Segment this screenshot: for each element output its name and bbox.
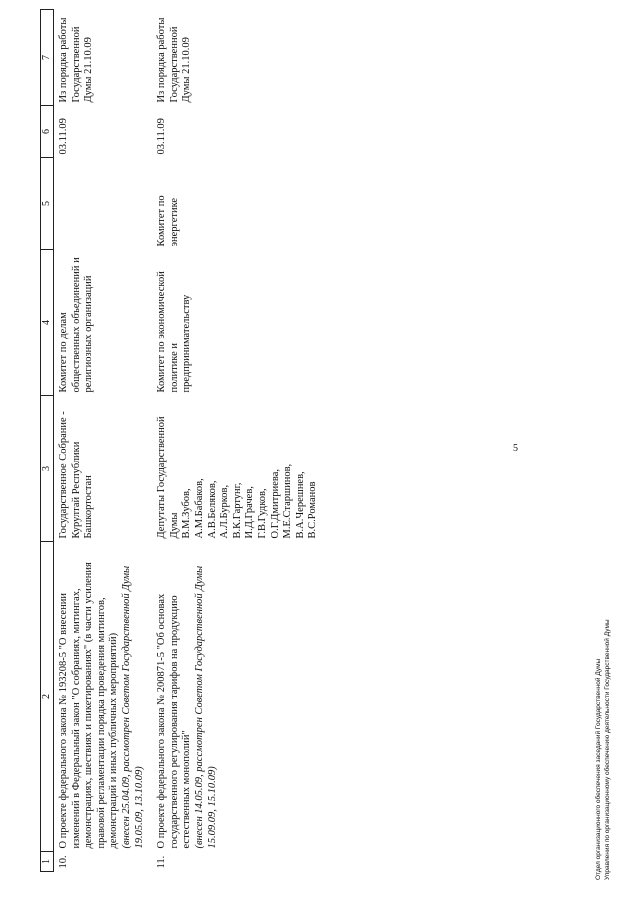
bill-title: О проекте федерального закона № 193208-5 "О внесении изменений в Федеральный закон "О собраниях, митингах, демонстрациях, шествиях и пикетированиях" (в части усиления правовой регламентации порядка проведения митингов, демонстраций и иных публичных мероприятий) — [58, 562, 120, 849]
review-date: 03.11.09 — [156, 118, 168, 155]
column-number-header — [41, 10, 54, 872]
author-line: И.Д.Грачев, — [244, 486, 256, 539]
author-line: В.К.Гартунг, — [231, 482, 243, 539]
co-committee — [54, 158, 153, 250]
author-line: Г.В.Гудков, — [256, 488, 268, 539]
responsible-committee: Комитет по экономической политике и предпринимательству — [156, 271, 193, 393]
review-date: 03.11.09 — [58, 118, 69, 155]
author-line: Государственное Собрание - Курултай Республики Башкортостан — [58, 411, 95, 539]
bill-description — [54, 542, 153, 852]
bill-title: О проекте федерального закона № 200871-5 "Об основах государственного регулирования тарифов на продукцию естественных монополий" — [156, 593, 193, 849]
bill-note: (внесен 25.04.09, рассмотрен Советом Государственной Думы 19.05.09, 13.10.09) — [120, 565, 145, 849]
row-number: 10. — [58, 855, 69, 869]
author-line: В.С.Романов — [307, 481, 319, 539]
author-line: А.М.Бабаков, — [193, 478, 205, 539]
header-col-6: 6 — [41, 106, 54, 158]
header-col-2: 2 — [41, 542, 54, 852]
source-note: Из порядка работы Государственной Думы 21.10.09 — [58, 17, 95, 103]
bills-table — [40, 9, 326, 872]
responsible-committee: Комитет по делам общественных объединений и религиозных организаций — [58, 257, 95, 393]
header-col-1: 1 — [41, 852, 54, 872]
header-col-7: 7 — [41, 10, 54, 106]
bill-description — [152, 542, 326, 852]
author-line: А.Л.Бурков, — [219, 484, 231, 539]
author-line: А.В.Беляков, — [206, 480, 218, 539]
table-row — [152, 10, 326, 872]
row-number: 11. — [156, 855, 168, 869]
footer-line-2: Управления по организационному обеспечению деятельности Государственной Думы — [603, 619, 611, 880]
author-line: О.Г.Дмитриева, — [269, 469, 281, 539]
source-note: Из порядка работы Государственной Думы 21.10.09 — [156, 17, 193, 103]
page-number: 5 — [513, 443, 518, 454]
bill-author — [54, 396, 153, 542]
footer-note — [595, 600, 613, 880]
bill-note: (внесен 14.05.09, рассмотрен Советом Государственной Думы 15.09.09, 15.10.09) — [193, 565, 218, 849]
header-col-3: 3 — [41, 396, 54, 542]
table-row — [54, 10, 153, 872]
author-line: Депутаты Государственной Думы — [156, 416, 180, 539]
document-table-wrapper — [40, 10, 440, 872]
footer-line-1: Отдел организационного обеспечения заседаний Государственной Думы — [595, 658, 602, 880]
bill-author — [152, 396, 326, 542]
author-line: В.А.Черешнев, — [294, 471, 306, 539]
author-line: В.М.Зубов, — [181, 488, 193, 539]
header-col-5: 5 — [41, 158, 54, 250]
co-committee: Комитет по энергетике — [156, 195, 180, 247]
header-col-4: 4 — [41, 250, 54, 396]
author-line: М.Е.Старшинов, — [282, 463, 294, 539]
